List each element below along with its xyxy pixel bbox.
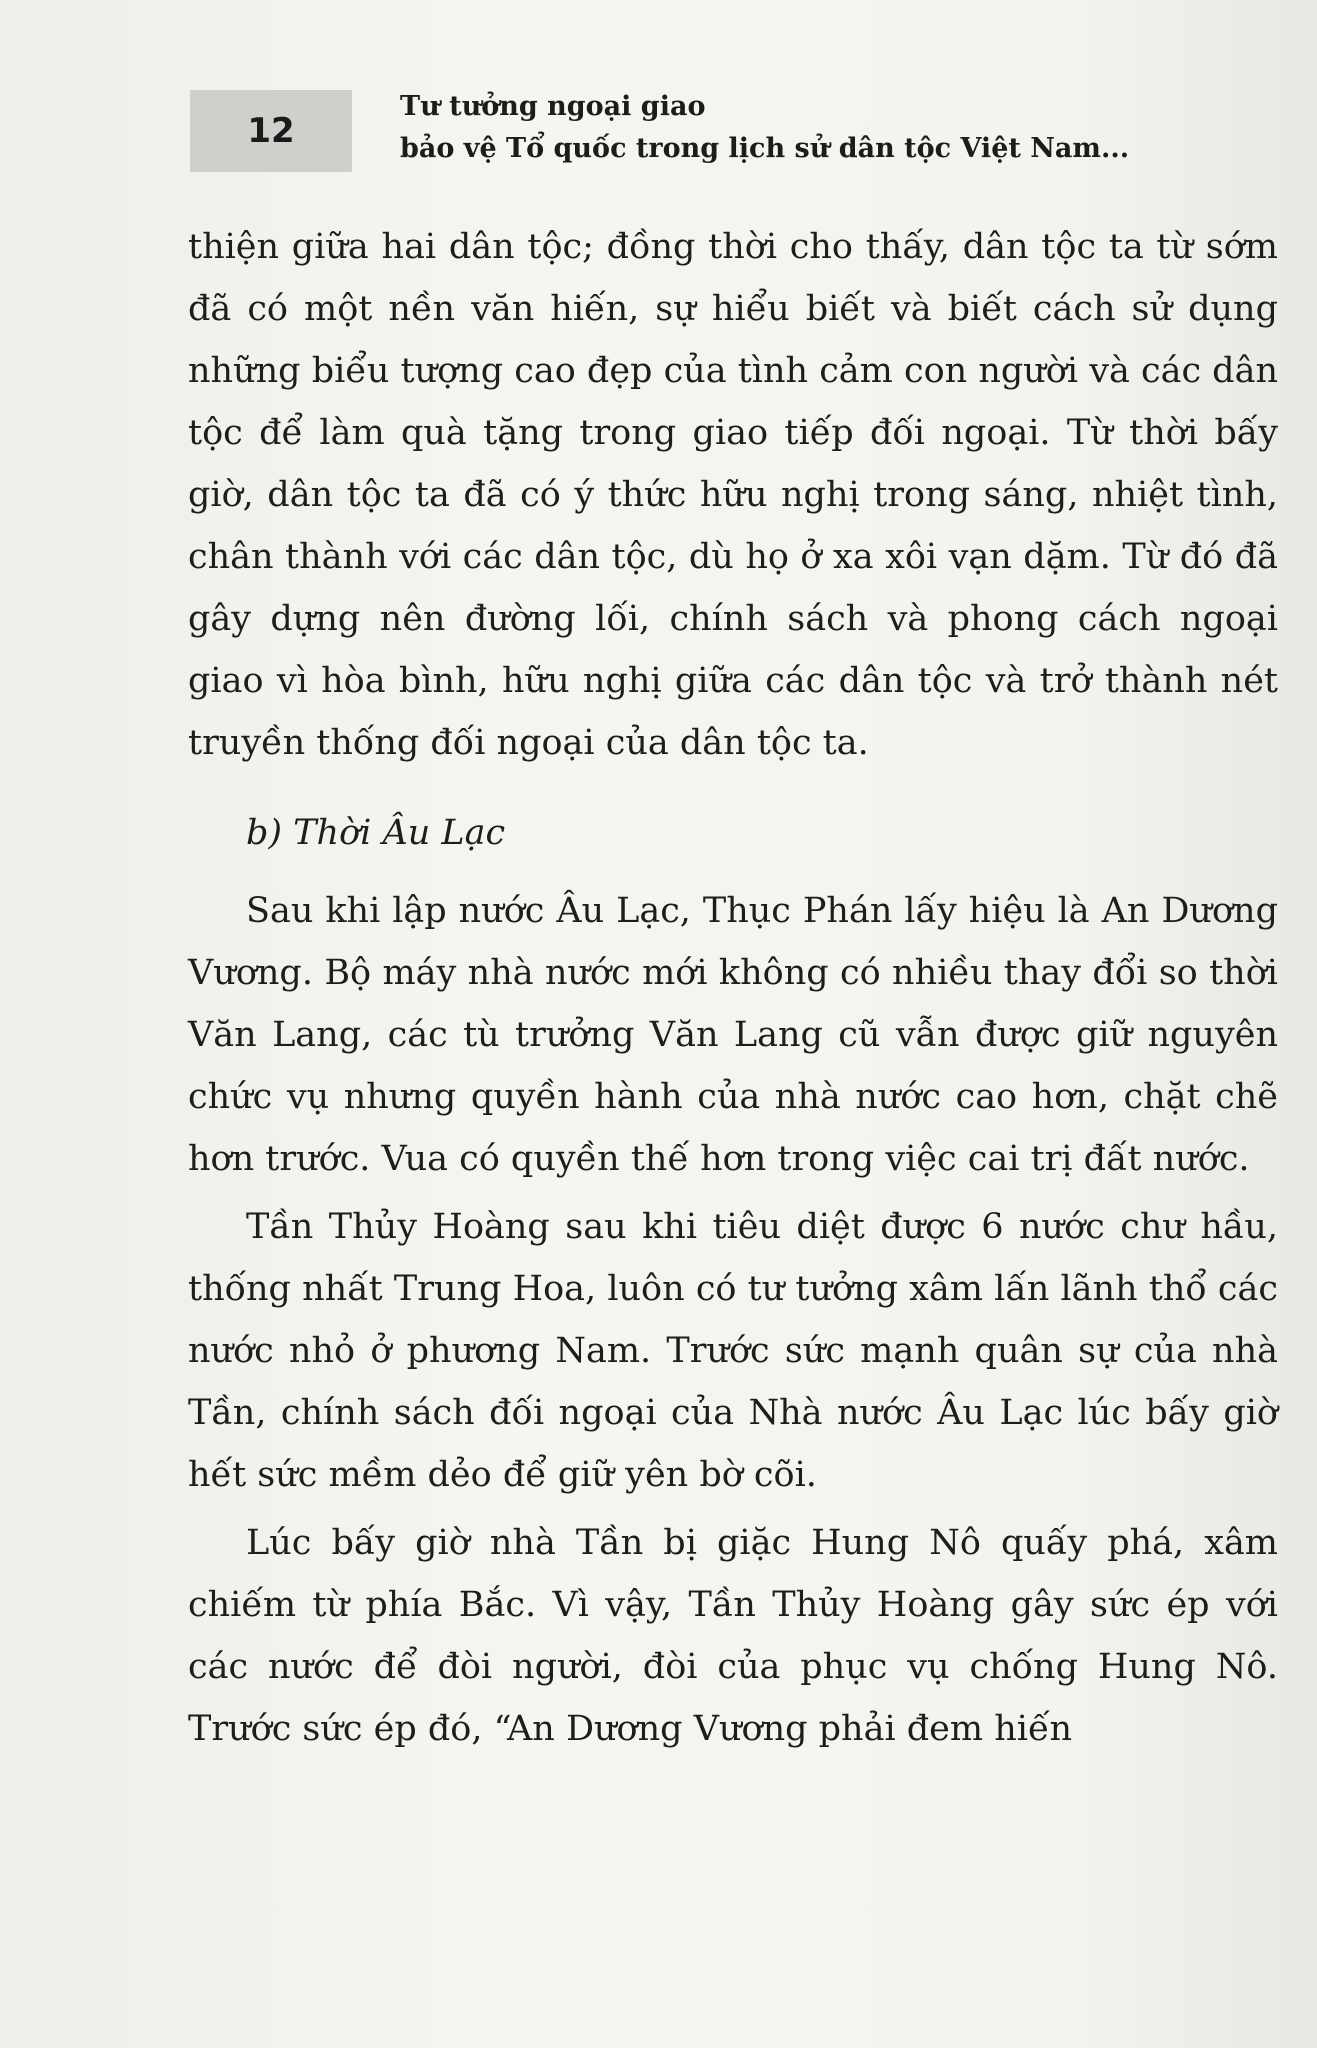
page-number: 12	[247, 111, 295, 151]
paragraph-2: Sau khi lập nước Âu Lạc, Thục Phán lấy hiệu là An Dương Vương. Bộ máy nhà nước mới không có nhiều thay đổi so thời Văn Lang, các tù trưởng Văn Lang cũ vẫn được giữ nguyên chức vụ nhưng quyền hành của nhà nước cao hơn, chặt chẽ hơn trước. Vua có quyền thế hơn trong việc cai trị đất nước.	[188, 891, 1278, 1179]
page-number-box	[190, 90, 352, 172]
paragraph-4: Lúc bấy giờ nhà Tần bị giặc Hung Nô quấy phá, xâm chiếm từ phía Bắc. Vì vậy, Tần Thủy Hoàng gây sức ép với các nước để đòi người, đòi của phục vụ chống Hung Nô. Trước sức ép đó, “An Dương Vương phải đem hiến	[188, 1523, 1278, 1749]
paragraph-1: thiện giữa hai dân tộc; đồng thời cho thấy, dân tộc ta từ sớm đã có một nền văn hiến, sự hiểu biết và biết cách sử dụng những biểu tượng cao đẹp của tình cảm con người và các dân tộc để làm quà tặng trong giao tiếp đối ngoại. Từ thời bấy giờ, dân tộc ta đã có ý thức hữu nghị trong sáng, nhiệt tình, chân thành với các dân tộc, dù họ ở xa xôi vạn dặm. Từ đó đã gây dựng nên đường lối, chính sách và phong cách ngoại giao vì hòa bình, hữu nghị giữa các dân tộc và trở thành nét truyền thống đối ngoại của dân tộc ta.	[188, 227, 1278, 763]
paragraph-3: Tần Thủy Hoàng sau khi tiêu diệt được 6 nước chư hầu, thống nhất Trung Hoa, luôn có tư tưởng xâm lấn lãnh thổ các nước nhỏ ở phương Nam. Trước sức mạnh quân sự của nhà Tần, chính sách đối ngoại của Nhà nước Âu Lạc lúc bấy giờ hết sức mềm dẻo để giữ yên bờ cõi.	[188, 1207, 1278, 1495]
running-header	[400, 86, 1260, 170]
running-header-line-1: Tư tưởng ngoại giao	[400, 91, 706, 122]
section-heading: b) Thời Âu Lạc	[246, 813, 506, 853]
running-header-line-2: bảo vệ Tổ quốc trong lịch sử dân tộc Việt Nam...	[400, 133, 1130, 164]
page-body	[188, 216, 1278, 1760]
